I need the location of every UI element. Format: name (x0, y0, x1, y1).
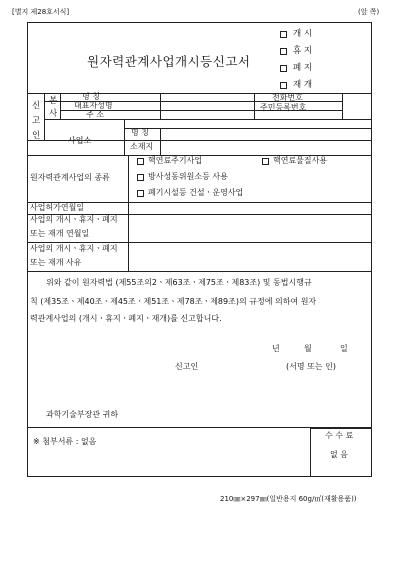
type-resume-checkbox[interactable] (280, 82, 287, 89)
fuel-cycle-checkbox[interactable] (137, 158, 144, 165)
waste-facility-checkbox[interactable] (137, 190, 144, 197)
recipient: 과학기술부장관 귀하 (46, 410, 119, 419)
address-label: 주 소 (86, 110, 104, 119)
start-date-label-1: 사업의 개시ㆍ휴지ㆍ폐지 (30, 215, 118, 224)
permit-date-label: 사업허가연월일 (30, 203, 85, 212)
type-resume-label: 재 개 (293, 80, 313, 90)
form-code: [별지 제28호서식] (12, 8, 70, 16)
attachments: ※ 첨부서류 : 없음 (33, 437, 97, 446)
reason-label-1: 사업의 개시ㆍ휴지ㆍ폐지 (30, 244, 118, 253)
type-suspend-label: 휴 지 (293, 46, 313, 56)
representative-label: 대표자성명 (74, 101, 113, 110)
reason-label-2: 또는 재개 사유 (30, 258, 82, 267)
business-type-label: 원자력관계사업의 종류 (30, 173, 110, 182)
statement-line-3: 력관계사업의 (개시ㆍ휴지ㆍ폐지ㆍ재개)를 신고합니다. (30, 314, 222, 323)
office-name-label: 명 칭 (131, 128, 149, 137)
radioisotope-checkbox[interactable] (137, 174, 144, 181)
applicant-label-1: 신 (32, 101, 41, 111)
type-suspend-checkbox[interactable] (280, 48, 287, 55)
start-date-label-2: 또는 재개 연월일 (30, 229, 90, 238)
form-title: 원자력관계사업개시등신고서 (87, 54, 251, 69)
applicant-label-3: 인 (32, 131, 41, 141)
type-close-checkbox[interactable] (280, 65, 287, 72)
type-close-label: 폐 지 (293, 63, 313, 73)
statement-line-1: 위와 같이 원자력법 (제55조의2ㆍ제63조ㆍ제75조ㆍ제83조) 및 동법시행규 (46, 278, 312, 287)
sign-hint: (서명 또는 인) (286, 362, 336, 371)
phone-label: 전화번호 (272, 93, 303, 102)
fuel-material-checkbox[interactable] (262, 158, 269, 165)
resident-number-label: 주민등록번호 (260, 103, 307, 112)
date-day: 일 (340, 344, 348, 353)
office-address-label: 소재지 (130, 142, 154, 151)
fee-label: 수 수 료 (325, 431, 354, 440)
type-open-label: 개 시 (293, 29, 313, 39)
waste-facility-label: 폐기시설등 건설ㆍ운영사업 (148, 188, 244, 197)
headquarters-label-1: 본 (49, 96, 58, 106)
applicant-sign-label: 신고인 (175, 362, 199, 371)
applicant-label-2: 고 (32, 116, 41, 126)
page-side: (앞 쪽) (358, 8, 380, 16)
company-name-label: 명 칭 (82, 92, 100, 101)
fee-value: 없 음 (330, 450, 348, 459)
radioisotope-label: 방사성동위원소등 사용 (148, 172, 228, 181)
fuel-material-label: 핵연료물질사용 (273, 156, 328, 165)
headquarters-label-2: 사 (49, 109, 58, 119)
type-open-checkbox[interactable] (280, 31, 287, 38)
date-year: 년 (272, 344, 280, 353)
office-label: 사업소 (68, 136, 92, 145)
statement-line-2: 칙 (제35조ㆍ제40조ㆍ제45조ㆍ제51조ㆍ제78조ㆍ제89조)의 규정에 의하여 원자 (30, 297, 317, 306)
date-month: 월 (304, 344, 312, 353)
paper-spec: 210㎜×297㎜(일반용지 60g/㎡(재활용품)) (220, 495, 357, 503)
fuel-cycle-label: 핵연료주기사업 (148, 156, 203, 165)
